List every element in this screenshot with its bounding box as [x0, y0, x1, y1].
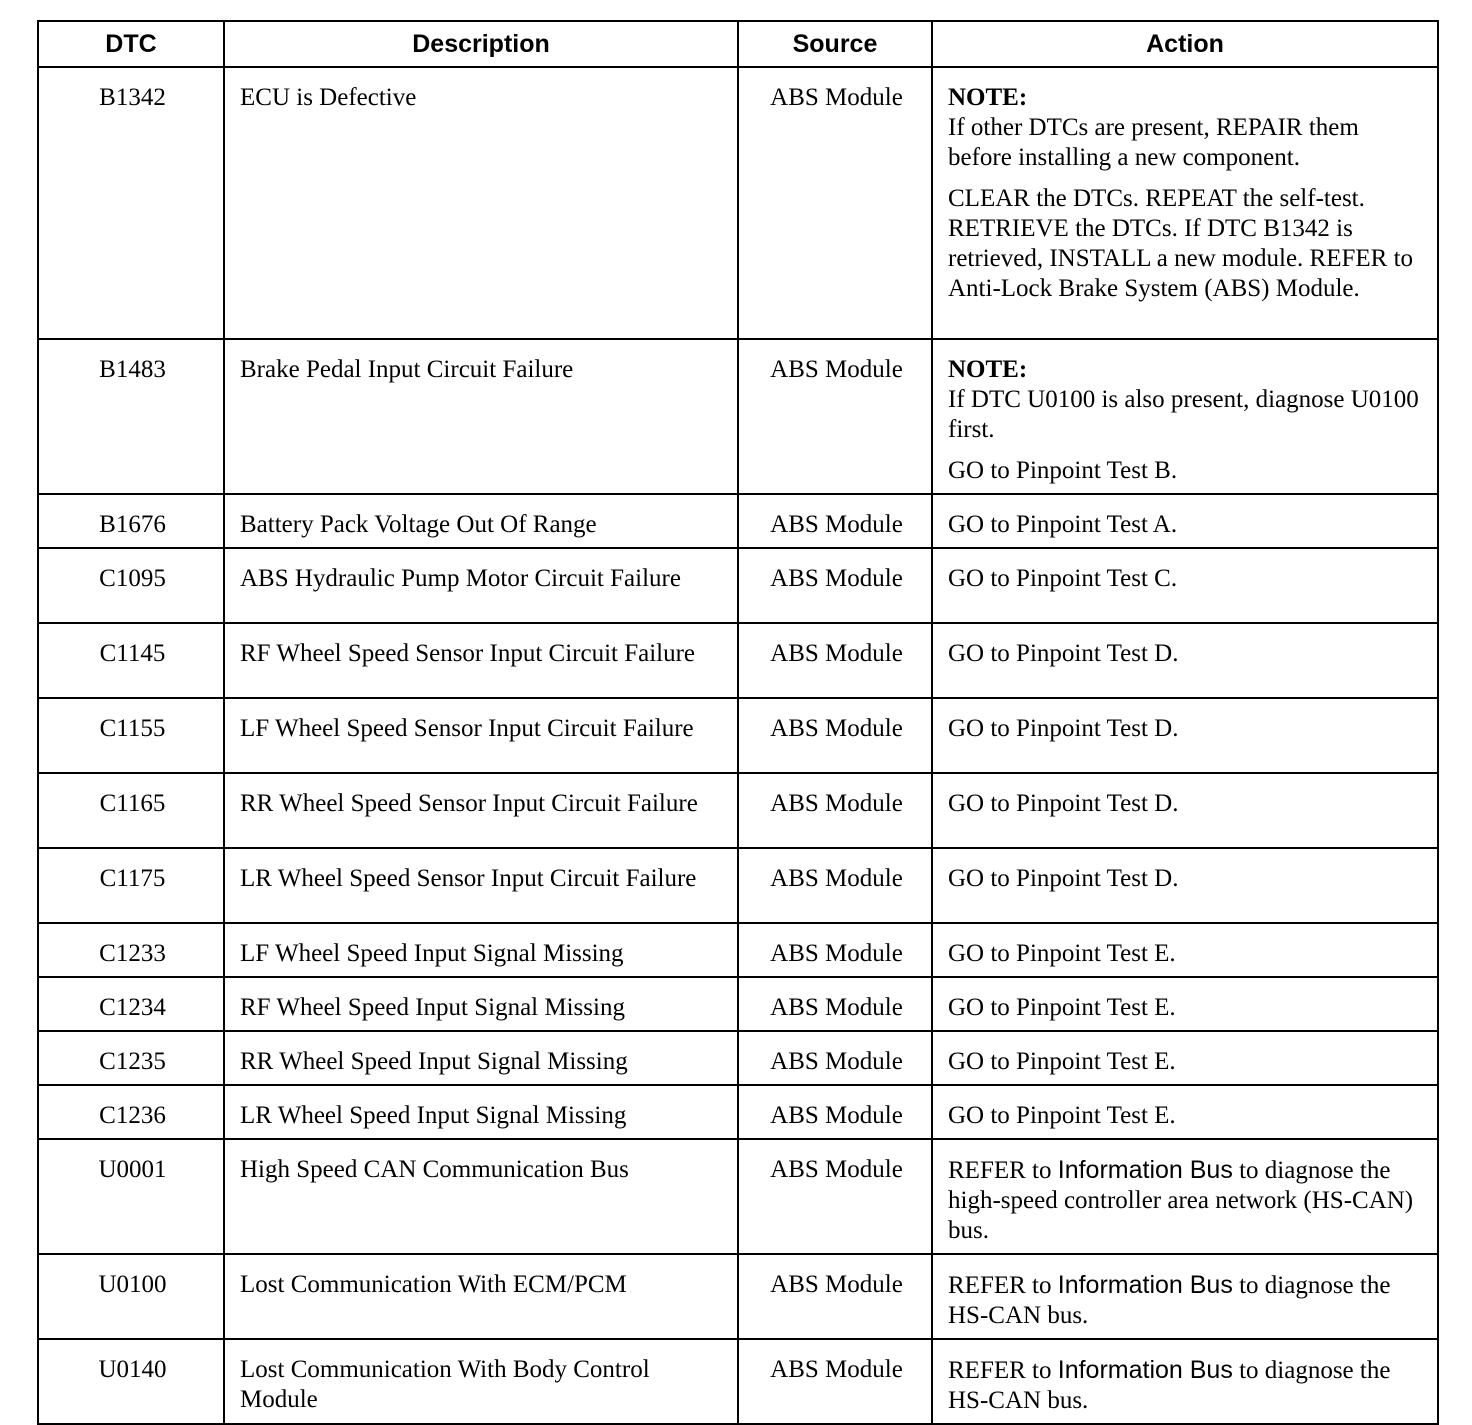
table-row [38, 494, 1438, 548]
table-row [38, 1085, 1438, 1139]
information-bus-link[interactable]: Information Bus [1057, 1156, 1233, 1184]
table-row [38, 548, 1438, 623]
dtc-source: ABS Module [738, 923, 932, 977]
dtc-action: GO to Pinpoint Test E. [932, 1085, 1438, 1139]
dtc-code: C1234 [38, 977, 224, 1031]
dtc-code: B1676 [38, 494, 224, 548]
dtc-code: B1342 [38, 67, 224, 339]
dtc-action: GO to Pinpoint Test C. [932, 548, 1438, 623]
action-suffix: to diagnose the HS-CAN bus. [948, 1357, 1391, 1414]
dtc-code: C1236 [38, 1085, 224, 1139]
table-row [38, 923, 1438, 977]
dtc-description: LF Wheel Speed Input Signal Missing [224, 923, 738, 977]
dtc-code: C1175 [38, 848, 224, 923]
table-row [38, 339, 1438, 494]
dtc-action: GO to Pinpoint Test E. [932, 923, 1438, 977]
note-text: If other DTCs are present, REPAIR them before installing a new component. [948, 114, 1359, 171]
action-prefix: REFER to [948, 1157, 1052, 1184]
dtc-source: ABS Module [738, 977, 932, 1031]
dtc-action: GO to Pinpoint Test A. [932, 494, 1438, 548]
dtc-action: GO to Pinpoint Test D. [932, 848, 1438, 923]
dtc-description: LF Wheel Speed Sensor Input Circuit Failure [224, 698, 738, 773]
dtc-action: GO to Pinpoint Test E. [932, 1031, 1438, 1085]
dtc-source: ABS Module [738, 67, 932, 339]
dtc-description: Brake Pedal Input Circuit Failure [224, 339, 738, 494]
information-bus-link[interactable]: Information Bus [1057, 1271, 1233, 1299]
note-text: If DTC U0100 is also present, diagnose U0100 first. [948, 386, 1419, 443]
dtc-source: ABS Module [738, 848, 932, 923]
dtc-source: ABS Module [738, 1339, 932, 1424]
dtc-action: GO to Pinpoint Test D. [932, 773, 1438, 848]
action-text: GO to Pinpoint Test B. [948, 457, 1178, 484]
table-row [38, 1339, 1438, 1424]
table-row [38, 848, 1438, 923]
dtc-source: ABS Module [738, 698, 932, 773]
dtc-code: U0140 [38, 1339, 224, 1424]
table-row [38, 67, 1438, 339]
note-label: NOTE: [948, 356, 1028, 383]
header-source: Source [738, 21, 932, 67]
dtc-description: Lost Communication With Body Control Module [224, 1339, 738, 1424]
dtc-description: ECU is Defective [224, 67, 738, 339]
action-prefix: REFER to [948, 1272, 1052, 1299]
dtc-description: LR Wheel Speed Sensor Input Circuit Failure [224, 848, 738, 923]
dtc-source: ABS Module [738, 1085, 932, 1139]
table-row [38, 977, 1438, 1031]
dtc-source: ABS Module [738, 1139, 932, 1254]
dtc-description: RR Wheel Speed Input Signal Missing [224, 1031, 738, 1085]
header-description: Description [224, 21, 738, 67]
header-dtc: DTC [38, 21, 224, 67]
information-bus-link[interactable]: Information Bus [1057, 1356, 1233, 1384]
note-label: NOTE: [948, 84, 1028, 111]
dtc-action: GO to Pinpoint Test D. [932, 698, 1438, 773]
header-action: Action [932, 21, 1438, 67]
dtc-action [932, 1339, 1438, 1424]
dtc-code: U0100 [38, 1254, 224, 1339]
dtc-code: C1155 [38, 698, 224, 773]
dtc-code: C1235 [38, 1031, 224, 1085]
dtc-description: Battery Pack Voltage Out Of Range [224, 494, 738, 548]
dtc-description: RR Wheel Speed Sensor Input Circuit Failure [224, 773, 738, 848]
dtc-source: ABS Module [738, 1254, 932, 1339]
dtc-description: RF Wheel Speed Sensor Input Circuit Failure [224, 623, 738, 698]
table-row [38, 698, 1438, 773]
note-block [948, 355, 1425, 445]
note-block [948, 83, 1425, 173]
action-suffix: to diagnose the high-speed controller area network (HS-CAN) bus. [948, 1157, 1414, 1244]
dtc-source: ABS Module [738, 1031, 932, 1085]
dtc-code: C1233 [38, 923, 224, 977]
dtc-source: ABS Module [738, 494, 932, 548]
header-row [38, 21, 1438, 67]
dtc-description: ABS Hydraulic Pump Motor Circuit Failure [224, 548, 738, 623]
dtc-code: C1095 [38, 548, 224, 623]
table-row [38, 773, 1438, 848]
dtc-code: U0001 [38, 1139, 224, 1254]
action-suffix: to diagnose the HS-CAN bus. [948, 1272, 1391, 1329]
dtc-action: GO to Pinpoint Test E. [932, 977, 1438, 1031]
dtc-source: ABS Module [738, 773, 932, 848]
dtc-description: Lost Communication With ECM/PCM [224, 1254, 738, 1339]
action-prefix: REFER to [948, 1357, 1052, 1384]
dtc-code: C1145 [38, 623, 224, 698]
dtc-code: B1483 [38, 339, 224, 494]
dtc-description: High Speed CAN Communication Bus [224, 1139, 738, 1254]
table-row [38, 1139, 1438, 1254]
dtc-action [932, 1139, 1438, 1254]
table-row [38, 1254, 1438, 1339]
dtc-description: LR Wheel Speed Input Signal Missing [224, 1085, 738, 1139]
dtc-source: ABS Module [738, 623, 932, 698]
dtc-table [37, 20, 1439, 1425]
dtc-action [932, 339, 1438, 494]
dtc-action [932, 67, 1438, 339]
dtc-source: ABS Module [738, 548, 932, 623]
dtc-action [932, 1254, 1438, 1339]
dtc-source: ABS Module [738, 339, 932, 494]
dtc-code: C1165 [38, 773, 224, 848]
dtc-action: GO to Pinpoint Test D. [932, 623, 1438, 698]
action-text: CLEAR the DTCs. REPEAT the self-test. RETRIEVE the DTCs. If DTC B1342 is retrieved, INSTALL a new module. REFER to Anti-Lock Brake System (ABS) Module. [948, 185, 1414, 302]
dtc-description: RF Wheel Speed Input Signal Missing [224, 977, 738, 1031]
table-row [38, 623, 1438, 698]
table-row [38, 1031, 1438, 1085]
